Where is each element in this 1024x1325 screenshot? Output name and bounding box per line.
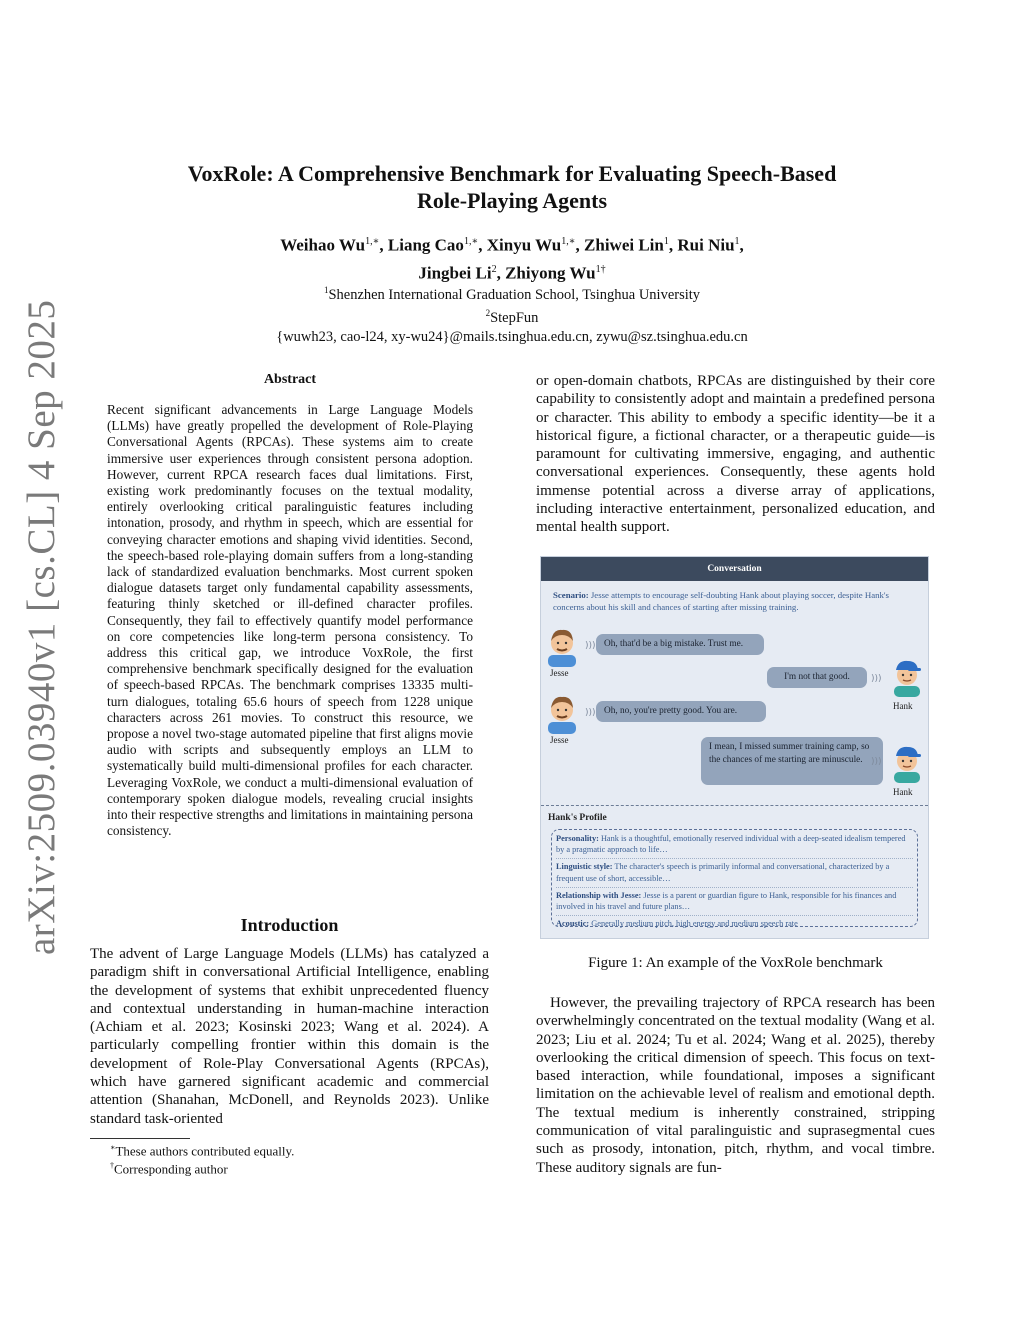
affil-mark: 2: [485, 308, 491, 319]
profile-row: [556, 890, 913, 912]
footnote-2: [110, 1161, 228, 1177]
author-mark: 1,∗: [463, 236, 479, 247]
abstract-heading: Abstract: [263, 372, 317, 387]
footnote-text: These authors contributed equally.: [115, 1143, 295, 1159]
author-mark: 1: [734, 236, 740, 247]
affiliation-2: StepFun: [490, 310, 539, 327]
footnote-text: Corresponding author: [114, 1161, 228, 1177]
speaker-label: Jesse: [550, 735, 569, 745]
author-mark: 1,∗: [365, 236, 380, 247]
author-name: Rui Niu: [677, 235, 735, 255]
author-name: Zhiyong Wu: [505, 263, 596, 283]
author-list: Weihao $Wu^{1,∗}$, Liang Cao$^{1,∗}$, Xinyu $Wu^{1,∗}$, Zhiwei Lin$^1$, Rui Niu$^1$, Jingbei Li$^2$, Zhiyong $Wu^{1\dagger}$: [280, 235, 744, 283]
speaker-label: Jesse: [550, 668, 569, 678]
figure-scenario: [553, 589, 915, 613]
footnote-rule: [90, 1138, 190, 1139]
audio-wave-icon: ))): [585, 641, 596, 651]
profile-value: Generally medium pitch, high energy and medium speech rate: [591, 919, 798, 929]
affil-mark: 1: [323, 285, 329, 295]
profile-row: [556, 918, 913, 929]
profile-value: The character's speech is primarily informal and conversational, characterized by a frequent use of short, accessible…: [556, 862, 890, 883]
profile-row: [556, 833, 913, 855]
author-mark: 1: [663, 236, 669, 247]
arxiv-stamp: arXiv:2509.03940v1 [cs.CL] 4 Sep 2025: [20, 299, 63, 955]
footnote-mark: ∗: [110, 1143, 116, 1152]
audio-wave-icon: ))): [585, 708, 596, 718]
author-mark: 1†: [595, 263, 606, 275]
hank-avatar-icon: [890, 655, 924, 697]
author-name: Weihao Wu: [280, 235, 366, 255]
figure-1: [540, 556, 929, 939]
scenario-text: Jesse attempts to encourage self-doubting Hank about playing soccer, despite Hank's concerns about his skill and chances of starting after missing training.: [553, 590, 889, 612]
dialogue-bubble: I mean, I missed summer training camp, so the chances of me starting are minuscule.: [701, 737, 883, 785]
profile-value: Hank is a thoughtful, emotionally reserved individual with a deep-seated idealism tempered by a pragmatic approach to life…: [556, 834, 906, 855]
introduction-paragraph-2: However, the prevailing trajectory of RPCA research has been overwhelmingly concentrated on the textual modality (Wang et al. 2023; Liu et al. 2024; Tu et al. 2024; Wang et al. 2025), thereby overlooking the critical dimension of speech. This focus on text-based interaction, while foundational, imposes a significant limitation on the achievable level of realism and emotional depth. The textual medium is inherently constrained, stripping communication of vital paralinguistic and suprasegmental cues such as prosody, intonation, pitch, rhythm, and vocal timbre. These auditory signals are fun-: [536, 995, 935, 1176]
author-mark: 1,∗: [561, 236, 576, 247]
figure-divider: [541, 805, 928, 806]
author-emails: {wuwh23, cao-l24, xy-wu24}@mails.tsinghua.edu.cn, zywu@sz.tsinghua.edu.cn: [276, 328, 748, 345]
abstract-text: Recent significant advancements in Large Language Models (LLMs) have greatly propelled the development of Role-Playing Conversational Agents (RPCAs). These systems aim to create immersive user experiences through consistent persona adoption. However, current RPCA research faces dual limitations. First, existing work predominantly focuses on the textual modality, entirely overlooking critical paralinguistic features including intonation, prosody, and rhythm in speech, which are essential for conveying character emotions and shaping vivid identities. Second, the speech-based role-playing domain suffers from a long-standing lack of standardized evaluation benchmarks. Most current spoken dialogue datasets target only fundamental capability assessments, featuring thinly sketched or ill-defined character profiles. Consequently, they fail to effectively quantify model performance on core competencies like long-term persona consistency. To address this critical gap, we introduce VoxRole, the first comprehensive benchmark specifically designed for the evaluation of speech-based RPCAs. The benchmark comprises 13335 multi-turn dialogues, totaling 65.6 hours of speech from 1228 unique characters across 261 movies. To construct this resource, we propose a novel two-stage automated pipeline that first aligns movie audio with scripts and subsequently employs an LLM to systematically build multi-dimensional profiles for each character. Leveraging VoxRole, we conduct a multi-dimensional evaluation of contemporary spoken dialogue models, revealing crucial insights into their respective strengths and limitations in maintaining persona consistency.: [107, 402, 473, 839]
introduction-paragraph-1: The advent of Large Language Models (LLMs) has catalyzed a paradigm shift in conversational Artificial Intelligence, enabling the development of systems that exhibit unprecedented fluency and contextual understanding in human-machine interaction (Achiam et al. 2023; Kosinski 2023; Wang et al. 2024). A particularly compelling frontier within this domain is the development of Role-Play Conversational Agents (RPCAs), which have garnered significant academic and commercial attention (Shanahan, McDonell, and Reynolds 2023). Unlike standard task-oriented: [90, 946, 489, 1127]
profile-box: [551, 829, 918, 927]
profile-label: Personality:: [556, 834, 599, 843]
author-name: Jingbei Li: [418, 263, 492, 283]
footnote-1: [110, 1143, 294, 1159]
dialogue-bubble: Oh, that'd be a big mistake. Trust me.: [596, 634, 764, 655]
profile-value: Jesse is a parent or guardian figure to Hank, responsible for his finances and involved in his travel and future plans…: [556, 890, 897, 912]
speaker-label: Hank: [893, 787, 913, 797]
profile-row: [556, 861, 913, 883]
figure-caption: Figure 1: An example of the VoxRole benchmark: [588, 955, 883, 971]
footnote-mark: †: [110, 1161, 114, 1170]
introduction-paragraph-1-continued: or open-domain chatbots, RPCAs are distinguished by their core capability to consistently adopt and maintain a predefined persona or character. This ability to embody a specific identity—be it a historical figure, a fictional character, or a therapeutic guide—is paramount for cultivating immersive, engaging, and authentic conversational experiences. Consequently, these agents hold immense potential across a diverse array of applications, including interactive entertainment, personalized education, and mental health support.: [536, 373, 935, 536]
author-mark: 2: [491, 263, 497, 275]
hank-avatar-icon: [890, 741, 924, 783]
paper-title: [120, 160, 904, 214]
jesse-avatar-icon: [545, 692, 579, 734]
author-name: Xinyu Wu: [486, 235, 562, 255]
affiliations: [120, 281, 904, 346]
jesse-avatar-icon: [545, 625, 579, 667]
profile-label: Relationship with Jesse:: [556, 890, 642, 900]
profile-label: Acoustic:: [556, 919, 590, 929]
profile-title: Hank's Profile: [548, 813, 607, 823]
introduction-heading: Introduction: [240, 915, 339, 935]
title-line-1: VoxRole: A Comprehensive Benchmark for Evaluating Speech-Based: [187, 161, 837, 186]
dialogue-bubble: I'm not that good.: [767, 667, 867, 688]
affiliation-1: Shenzhen International Graduation School, Tsinghua University: [328, 286, 701, 303]
figure-header: Conversation: [541, 557, 928, 581]
scenario-label: Scenario:: [553, 590, 589, 600]
title-line-2: Role-Playing Agents: [416, 188, 608, 213]
audio-wave-icon: ))): [871, 674, 882, 684]
audio-wave-icon: ))): [871, 757, 882, 767]
author-name: Liang Cao: [387, 235, 464, 255]
speaker-label: Hank: [893, 701, 913, 711]
profile-label: Linguistic style:: [556, 862, 613, 872]
author-name: Zhiwei Lin: [584, 235, 664, 255]
dialogue-bubble: Oh, no, you're pretty good. You are.: [596, 701, 766, 722]
